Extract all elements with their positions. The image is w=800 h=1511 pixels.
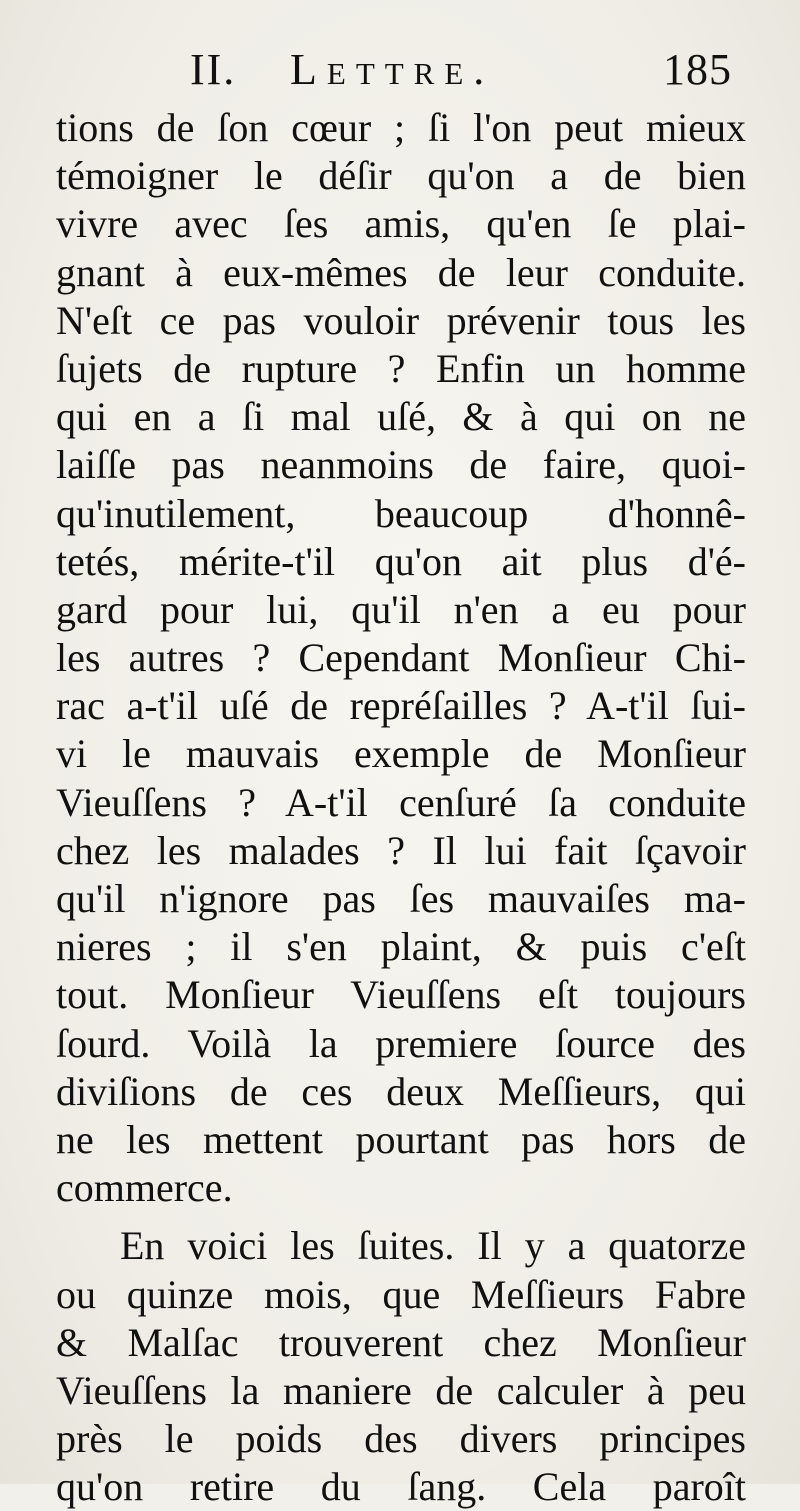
text-line: & Malſac trouverent chez Monſieur — [56, 1319, 746, 1365]
text-line: qui en a ſi mal uſé, & à qui on ne — [56, 394, 746, 440]
text-line: tions de ſon cœur ; ſi l'on peut mieux — [56, 105, 746, 150]
text-line: ſourd. Voilà la premiere ſource des — [56, 1020, 746, 1066]
text-line: Vieuſſens la maniere de calculer à peu — [56, 1367, 746, 1413]
text-line: gnant à eux-mêmes de leur conduite. — [56, 249, 746, 295]
text-line: tetés, mérite-t'il qu'on ait plus d'é- — [56, 538, 746, 584]
text-line: ne les mettent pourtant pas hors de — [56, 1116, 746, 1162]
text-line: ou quinze mois, que Meſſieurs Fabre — [56, 1271, 746, 1317]
text-line: diviſions de ces deux Meſſieurs, qui — [56, 1068, 746, 1114]
text-line: commerce. — [56, 1165, 233, 1211]
text-line: rac a-t'il uſé de repréſailles ? A-t'il ſui- — [56, 683, 746, 729]
page-number: 185 — [663, 45, 732, 94]
text-line: Vieuſſens ? A-t'il cenſuré ſa conduite — [56, 779, 746, 825]
text-line: N'eſt ce pas vouloir prévenir tous les — [56, 297, 746, 343]
body-text — [56, 104, 746, 1511]
text-line: qu'il n'ignore pas ſes mauvaiſes ma- — [56, 876, 746, 921]
text-line: ſujets de rupture ? Enfin un homme — [56, 345, 746, 391]
text-line: témoigner le déſir qu'on a de bien — [56, 153, 746, 199]
running-header — [60, 44, 750, 104]
text-line: près le poids des divers principes — [56, 1416, 746, 1462]
text-line: vivre avec ſes amis, qu'en ſe plai- — [56, 201, 746, 247]
text-line: laiſſe pas neanmoins de faire, quoi- — [56, 442, 746, 488]
paragraph-start-line: En voici les ſuites. Il y a quatorze — [120, 1223, 746, 1269]
letter-number: II. — [190, 45, 237, 94]
text-line: tout. Monſieur Vieuſſens eſt toujours — [56, 972, 746, 1018]
text-line: gard pour lui, qu'il n'en a eu pour — [56, 586, 746, 632]
text-line: vi le mauvais exemple de Monſieur — [56, 731, 746, 777]
text-line: les autres ? Cependant Monſieur Chi- — [56, 635, 746, 681]
text-line: qu'inutilement, beaucoup d'honnê- — [56, 490, 746, 536]
text-line: chez les malades ? Il lui fait ſçavoir — [56, 827, 746, 873]
text-line: nieres ; il s'en plaint, & puis c'eſt — [56, 924, 746, 970]
running-title: Lettre. — [290, 45, 495, 94]
text-line: qu'on retire du ſang. Cela paroît — [56, 1464, 746, 1510]
